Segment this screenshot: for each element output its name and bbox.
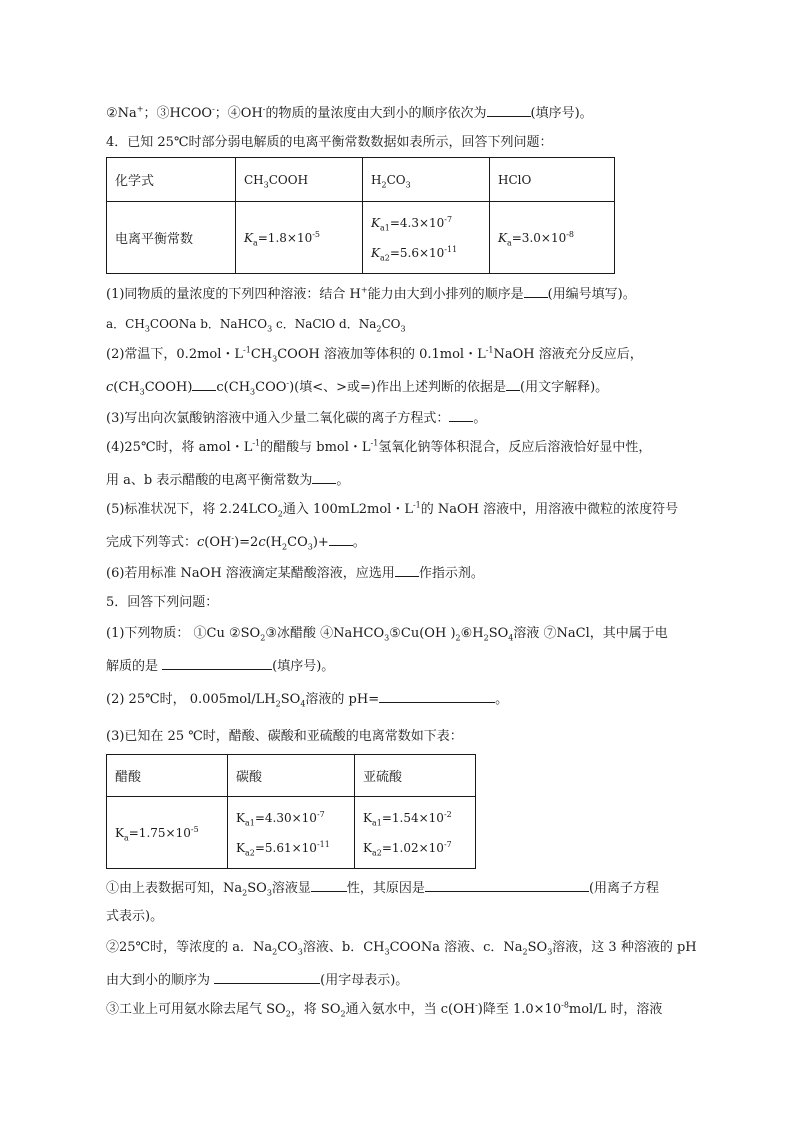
q4-part-2-cont: $c(CH_3COOH)$ $c(CH_3COO^-)$(填<、>或=)作出上述判断的依据是 (用文字解释)。 bbox=[106, 376, 686, 396]
answer-blank[interactable] bbox=[449, 407, 473, 422]
answer-blank[interactable] bbox=[214, 969, 320, 984]
table-header-cell: 醋酸 bbox=[107, 755, 228, 797]
answer-blank[interactable] bbox=[379, 688, 495, 703]
answer-blank[interactable] bbox=[162, 655, 272, 670]
q5-part-3-2-cont: 由大到小的顺序为 (用字母表示)。 bbox=[106, 969, 686, 989]
answer-blank[interactable] bbox=[524, 283, 548, 298]
answer-blank[interactable] bbox=[192, 376, 216, 391]
q5-part-2: (2) 25℃时， $0.005mol/LH_2SO_4$溶液的 pH= 。 bbox=[106, 688, 686, 708]
table-header-cell: $CH_3COOH$ bbox=[236, 158, 363, 202]
table-cell: $K_{a1}=1.54\times 10^{-2}$ $K_{a2}=1.02\times 10^{-7}$ bbox=[355, 797, 476, 869]
q5-part-3-2: ②25℃时，等浓度的 a．$Na_2CO_3$溶液、b．$CH_3COONa$ 溶液、c．$Na_2SO_3$溶液，这 3 种溶液的 pH bbox=[106, 940, 697, 957]
answer-blank[interactable] bbox=[329, 531, 353, 546]
table-header-cell: 化学式 bbox=[107, 158, 236, 202]
answer-blank[interactable] bbox=[395, 562, 419, 577]
answer-blank[interactable] bbox=[425, 877, 589, 892]
table-cell: $K_a=3.0\times 10^{-8}$ bbox=[490, 202, 615, 274]
table-cell: $K_a=1.75\times 10^{-5}$ bbox=[107, 797, 228, 869]
table-cell: $K_{a1}=4.30\times 10^{-7}$ $K_{a2}=5.61\times 10^{-11}$ bbox=[228, 797, 355, 869]
table-cell: $K_a=1.8\times 10^{-5}$ bbox=[236, 202, 363, 274]
q5-part-3-1-cont: 式表示)。 bbox=[106, 909, 164, 924]
q4-part-5-cont: 完成下列等式：$c(OH^-)=2c(H_2CO_3)+$ 。 bbox=[106, 531, 686, 551]
q4-part-6: (6)若用标准 NaOH 溶液滴定某醋酸溶液，应选用 作指示剂。 bbox=[106, 562, 686, 582]
answer-blank[interactable] bbox=[312, 469, 336, 484]
q4-part-2: (2)常温下，0.2mol・$L^{-1}CH_3COOH$ 溶液加等体积的 0.1mol・$L^{-1}NaOH$ 溶液充分反应后， bbox=[106, 345, 643, 364]
ionization-constants-table-1 bbox=[106, 157, 615, 274]
q5-part-3-3: ③工业上可用氨水除去尾气 $SO_2$，将 $SO_2$通入氨水中，当 c(OH-)降至 $1.0\times 10^{-8}mol/L$ 时，溶液 bbox=[106, 1000, 663, 1019]
answer-blank[interactable] bbox=[487, 102, 531, 117]
q5-part-1: (1)下列物质： ①Cu $②SO_2③$冰醋酸 ④NaHCO$_3$⑤Cu(OH )$_2⑥H_2SO_4$溶液 ⑦NaCl，其中属于电 bbox=[106, 626, 668, 643]
q4-part-4-cont: 用 a、b 表示醋酸的电离平衡常数为 。 bbox=[106, 469, 686, 489]
q4-part-1-options: a．$CH_3COONa$ b．NaHCO$_3$ c．NaClO d．$Na_2CO_3$ bbox=[106, 317, 406, 334]
q5-part-1-cont: 解质的是 (填序号)。 bbox=[106, 655, 686, 675]
q3-continuation: ②Na+；③HCOO-；④OH-的物质的量浓度由大到小的顺序依次为 (填序号)。 bbox=[106, 102, 686, 122]
q5-part-3: (3)已知在 25 ℃时，醋酸、碳酸和亚硫酸的电离常数如下表： bbox=[106, 729, 463, 744]
q4-part-4: (4)25℃时，将 amol・$L^{-1}$的醋酸与 bmol・$L^{-1}$氢氧化钠等体积混合，反应后溶液恰好显中性， bbox=[106, 438, 652, 455]
answer-blank[interactable] bbox=[311, 877, 347, 892]
q4-part-1: (1)同物质的量浓度的下列四种溶液：结合 H+能力由大到小排列的顺序是 (用编号填写)。 bbox=[106, 283, 686, 303]
question-5-stem: 5．回答下列问题： bbox=[106, 595, 219, 610]
q5-part-3-1: ①由上表数据可知，$Na_2SO_3$溶液显 性，其原因是 (用离子方程 bbox=[106, 877, 686, 897]
table-cell: $K_{a1}=4.3\times 10^{-7}$ $K_{a2}=5.6\times 10^{-11}$ bbox=[363, 202, 490, 274]
table-header-cell: $H_2CO_3$ bbox=[363, 158, 490, 202]
answer-blank[interactable] bbox=[506, 376, 520, 391]
q4-part-5: (5)标准状况下，将 $2.24LCO_2$通入 100mL2mol・$L^{-1}$的 NaOH 溶液中，用溶液中微粒的浓度符号 bbox=[106, 500, 679, 519]
table-header-cell: 碳酸 bbox=[228, 755, 355, 797]
table-header-cell: HClO bbox=[490, 158, 615, 202]
ionization-constants-table-2 bbox=[106, 754, 476, 869]
table-row-label: 电离平衡常数 bbox=[107, 202, 236, 274]
question-4-stem: 4．已知 25℃时部分弱电解质的电离平衡常数数据如表所示，回答下列问题： bbox=[106, 135, 553, 150]
q4-part-3: (3)写出向次氯酸钠溶液中通入少量二氧化碳的离子方程式： 。 bbox=[106, 407, 686, 427]
table-header-cell: 亚硫酸 bbox=[355, 755, 476, 797]
